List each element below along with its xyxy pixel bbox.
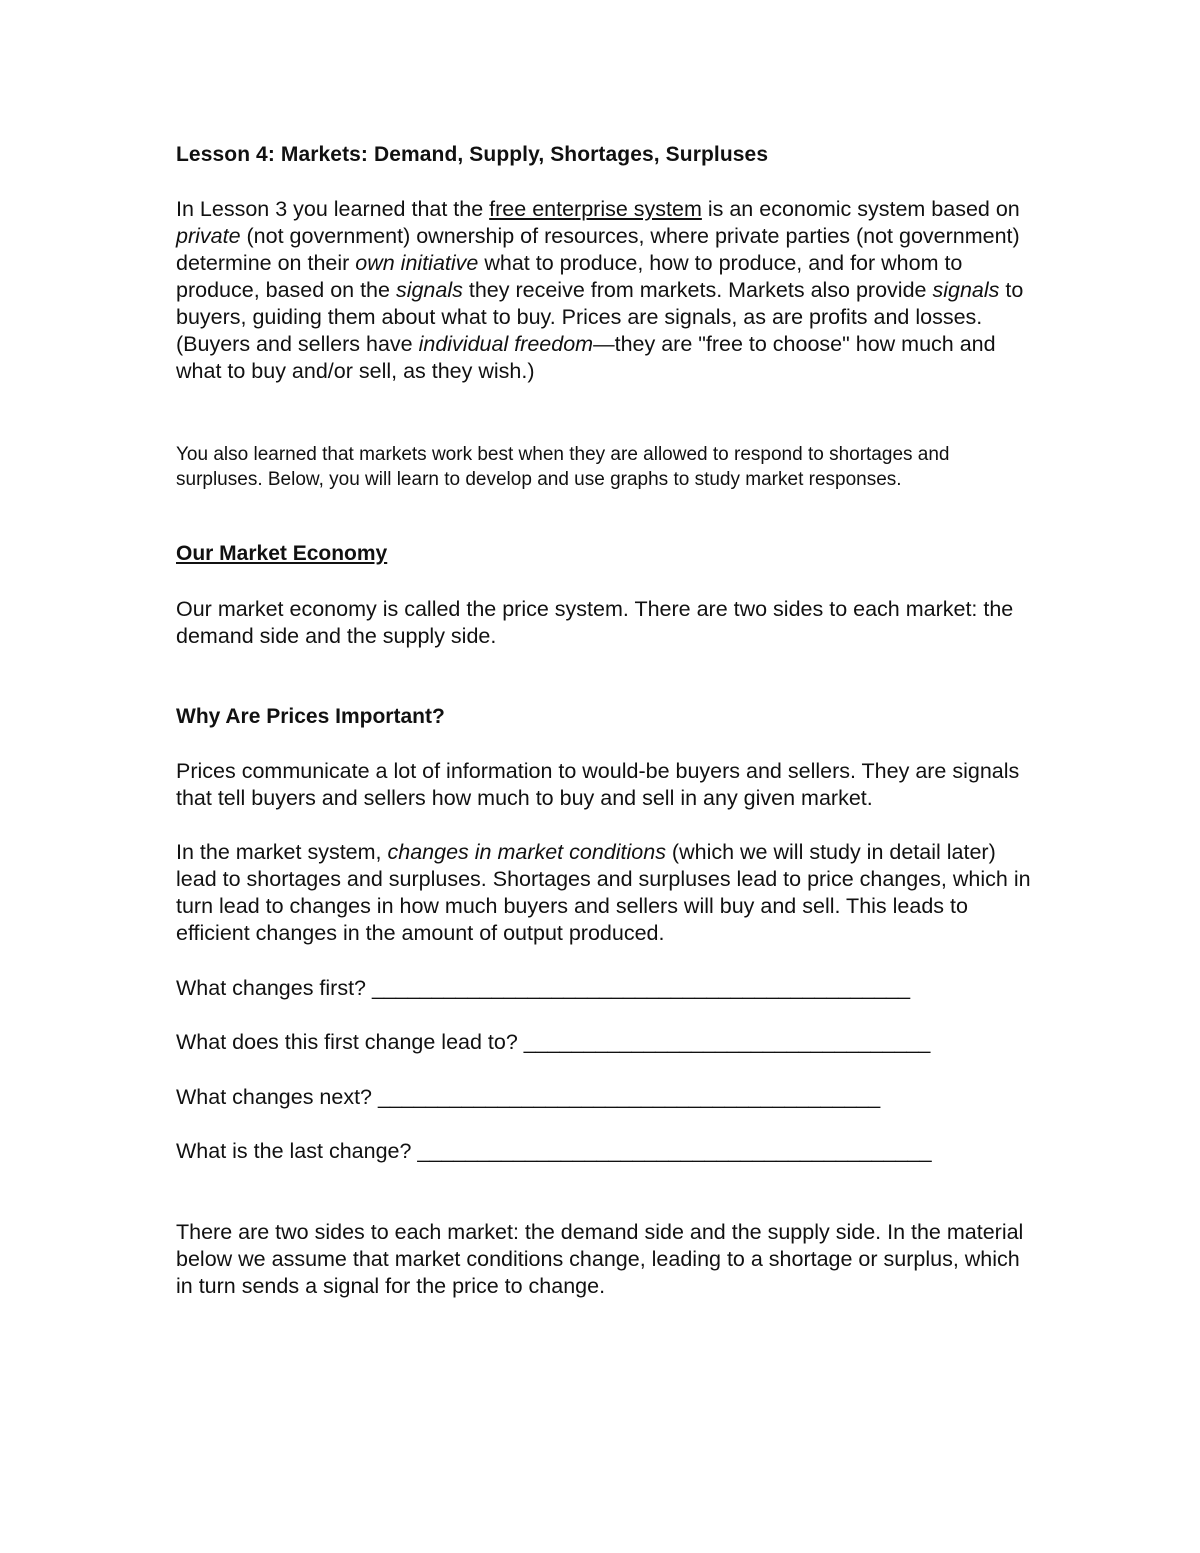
market-system-text-1: In the market system, [176, 840, 388, 864]
question-row [176, 1138, 1036, 1165]
intro-text-11: to buyers, guiding them about what to buy. Prices are signals, as are profits and losses. (Buyers and sellers have [176, 278, 1024, 356]
question-row [176, 1084, 1036, 1111]
question-label: What changes next? [176, 1085, 378, 1109]
answer-blank[interactable]: __________________________________ [523, 1030, 931, 1054]
intro-term-free-enterprise: free enterprise system [489, 197, 702, 221]
question-row [176, 1029, 1036, 1056]
question-label: What does this first change lead to? [176, 1030, 524, 1054]
section-heading-prices: Why Are Prices Important? [176, 705, 445, 728]
intro-text-9: they receive from markets. Markets also provide [462, 278, 933, 302]
review-paragraph: You also learned that markets work best when they are allowed to respond to shortages and surpluses. Below, you will learn to develop and use graphs to study market responses. [176, 444, 950, 490]
prices-paragraph: Prices communicate a lot of information to would-be buyers and sellers. They are signals that tell buyers and sellers how much to buy and sell in any given market. [176, 759, 1020, 810]
answer-blank[interactable]: __________________________________________ [377, 1085, 881, 1109]
intro-text-5: (not government) ownership of resources, where private parties (not government) determine on their [176, 224, 1020, 275]
answer-blank[interactable]: _____________________________________________ [371, 976, 911, 1000]
intro-text-1: In Lesson 3 you learned that the [176, 197, 490, 221]
question-label: What is the last change? [176, 1139, 418, 1163]
intro-term-signals: signals [395, 278, 463, 302]
market-system-term-changes: changes in market conditions [387, 840, 666, 864]
intro-paragraph [176, 196, 1036, 385]
intro-term-own-initiative: own initiative [355, 251, 479, 275]
intro-text-3: is an economic system based on [701, 197, 1020, 221]
intro-term-signals-2: signals [932, 278, 1000, 302]
closing-paragraph: There are two sides to each market: the demand side and the supply side. In the material below we assume that market conditions change, leading to a shortage or surplus, which in turn sends a signal for the price to change. [176, 1220, 1024, 1298]
question-label: What changes first? [176, 976, 372, 1000]
section-heading-market-economy: Our Market Economy [176, 542, 388, 565]
document-page [176, 0, 1036, 1553]
question-row [176, 975, 1036, 1002]
market-economy-paragraph: Our market economy is called the price system. There are two sides to each market: the demand side and the supply side. [176, 597, 1014, 648]
intro-text-13: —they are "free to choose" how much and what to buy and/or sell, as they wish.) [176, 332, 996, 383]
page-title: Lesson 4: Markets: Demand, Supply, Shortages, Surpluses [176, 143, 769, 166]
intro-term-private: private [176, 224, 241, 248]
intro-text-7: what to produce, how to produce, and for whom to produce, based on the [176, 251, 963, 302]
market-system-text-3: (which we will study in detail later) lead to shortages and surpluses. Shortages and surpluses lead to price changes, which in turn lead to changes in how much buyers and sellers will buy and sell. This leads to efficient changes in the amount of output produced. [176, 840, 1031, 945]
market-system-paragraph [176, 839, 1036, 947]
intro-term-individual-freedom: individual freedom [418, 332, 594, 356]
answer-blank[interactable]: ___________________________________________ [417, 1139, 932, 1163]
